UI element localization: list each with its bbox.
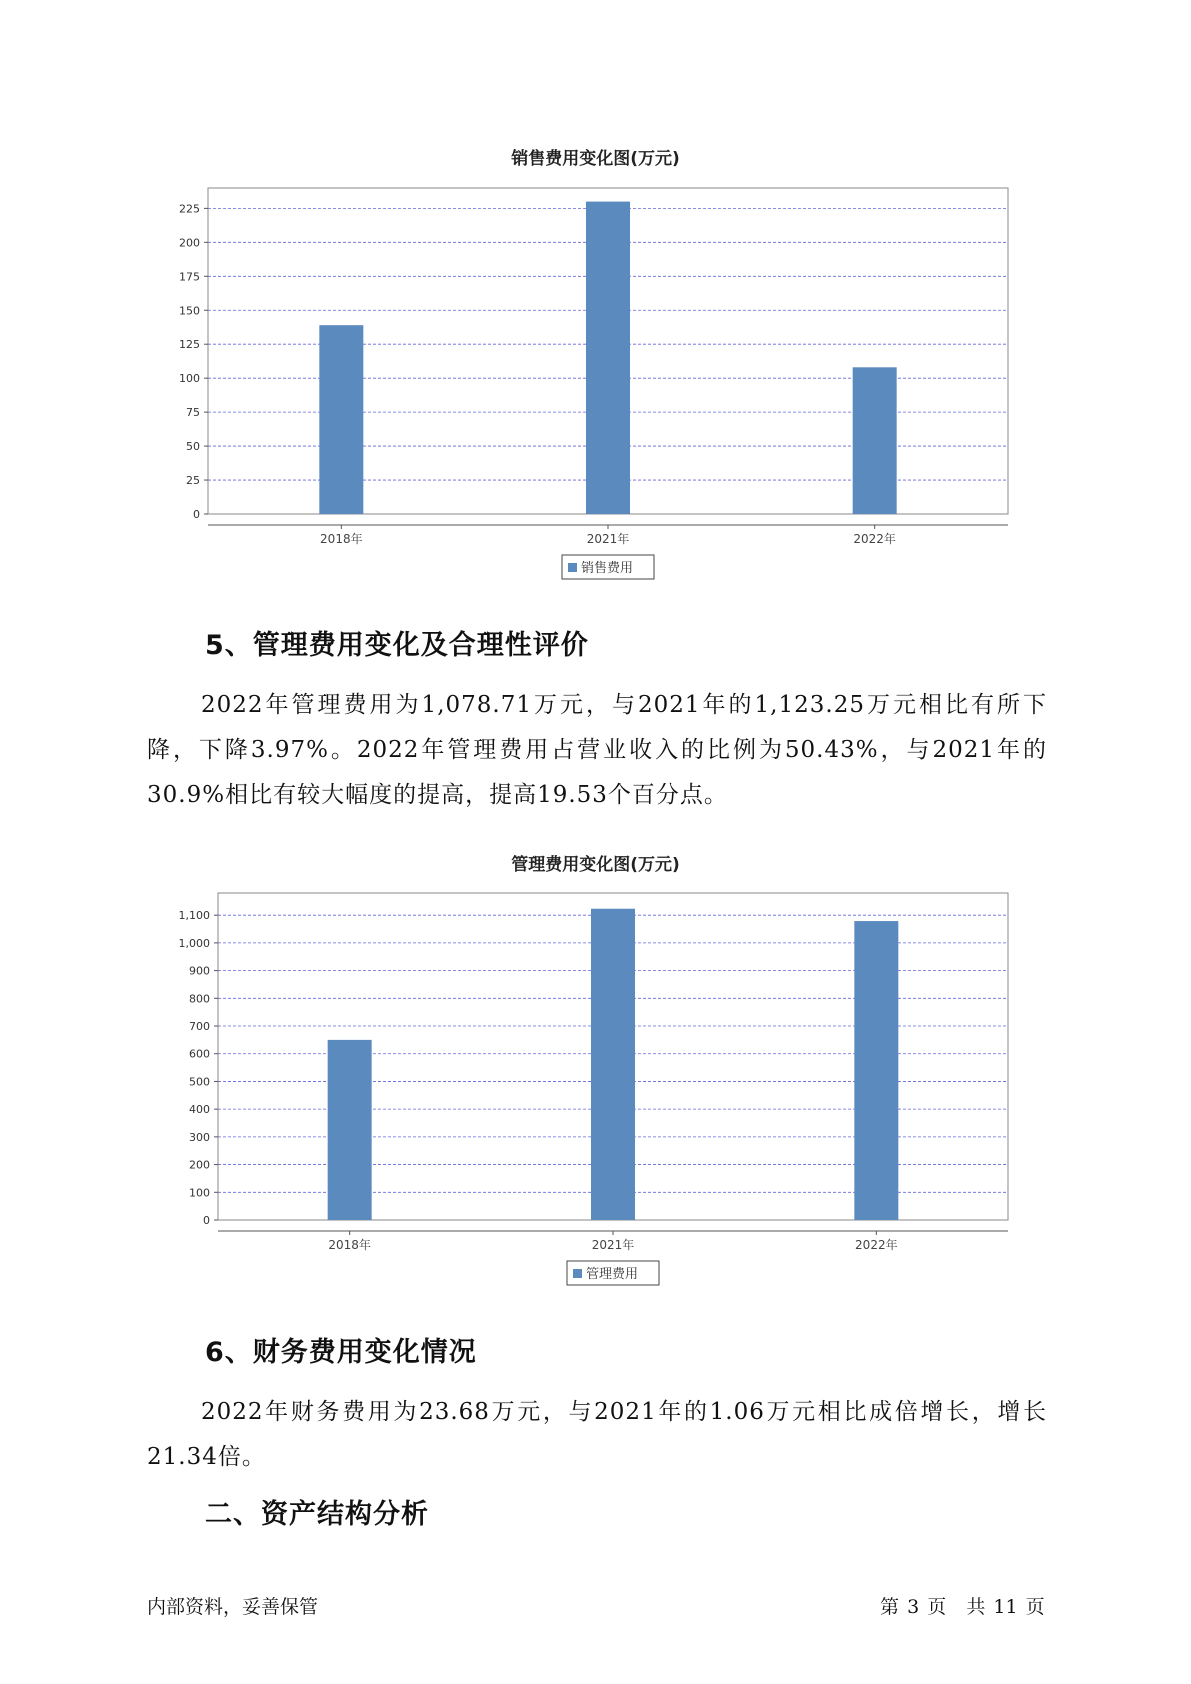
y-tick-label: 225 xyxy=(179,202,200,216)
x-tick-label: 2022年 xyxy=(855,1238,898,1252)
section-5-paragraph: 2022年管理费用为1,078.71万元，与2021年的1,123.25万元相比有所下降，下降3.97%。2022年管理费用占营业收入的比例为50.43%，与2021年的30.9%相比有较大幅度的提高，提高19.53个百分点。 xyxy=(147,692,1047,808)
section-5-heading: 5、管理费用变化及合理性评价 xyxy=(205,630,589,661)
bar xyxy=(853,367,897,514)
y-tick-label: 100 xyxy=(189,1186,210,1200)
y-tick-label: 600 xyxy=(189,1047,210,1061)
bar xyxy=(591,909,635,1220)
y-tick-label: 100 xyxy=(179,372,200,386)
legend-label: 管理费用 xyxy=(586,1267,639,1282)
x-tick-label: 2018年 xyxy=(328,1238,371,1252)
y-tick-label: 75 xyxy=(186,406,200,420)
total-suffix: 页 xyxy=(1025,1596,1045,1618)
y-tick-label: 400 xyxy=(189,1103,210,1117)
x-tick-label: 2021年 xyxy=(591,1238,635,1252)
y-tick-label: 200 xyxy=(179,236,200,250)
y-tick-label: 175 xyxy=(179,270,200,284)
legend-label: 销售费用 xyxy=(581,561,634,576)
y-tick-label: 50 xyxy=(186,440,200,454)
y-tick-label: 300 xyxy=(189,1130,210,1144)
section-two-heading: 二、资产结构分析 xyxy=(205,1499,429,1530)
total-pages: 11 xyxy=(993,1596,1018,1618)
y-tick-label: 700 xyxy=(189,1020,210,1034)
x-tick-label: 2018年 xyxy=(320,532,363,546)
y-tick-label: 150 xyxy=(179,304,200,318)
bar xyxy=(586,202,630,514)
page-prefix: 第 xyxy=(880,1596,900,1618)
bar xyxy=(328,1040,372,1220)
legend xyxy=(567,1261,659,1285)
legend-swatch xyxy=(573,1269,582,1278)
y-tick-label: 25 xyxy=(186,474,200,488)
legend xyxy=(562,555,654,579)
page-number: 3 xyxy=(907,1596,920,1618)
section-6-paragraph: 2022年财务费用为23.68万元，与2021年的1.06万元相比成倍增长，增长21.34倍。 xyxy=(147,1399,1047,1470)
bar xyxy=(854,921,898,1220)
bar xyxy=(319,325,363,514)
x-tick-label: 2021年 xyxy=(586,532,630,546)
y-tick-label: 800 xyxy=(189,992,210,1006)
chart-title-sales: 销售费用变化图(万元) xyxy=(511,149,680,169)
legend-swatch xyxy=(568,563,577,572)
page-suffix: 页 xyxy=(927,1596,947,1618)
footer-confidential-note: 内部资料，妥善保管 xyxy=(147,1596,319,1618)
y-tick-label: 1,100 xyxy=(178,909,210,923)
section-6-heading: 6、财务费用变化情况 xyxy=(205,1337,477,1368)
y-tick-label: 125 xyxy=(179,338,200,352)
x-tick-label: 2022年 xyxy=(853,532,896,546)
y-tick-label: 1,000 xyxy=(178,936,210,950)
footer-page-info xyxy=(880,1592,1047,1619)
management-expense-chart xyxy=(0,885,1191,1305)
y-tick-label: 0 xyxy=(203,1214,210,1227)
total-prefix: 共 xyxy=(966,1596,986,1618)
y-tick-label: 200 xyxy=(189,1158,210,1172)
y-tick-label: 500 xyxy=(189,1075,210,1089)
chart-title-management: 管理费用变化图(万元) xyxy=(511,855,680,875)
sales-expense-chart xyxy=(0,180,1191,600)
y-tick-label: 900 xyxy=(189,964,210,978)
y-tick-label: 0 xyxy=(193,508,200,521)
